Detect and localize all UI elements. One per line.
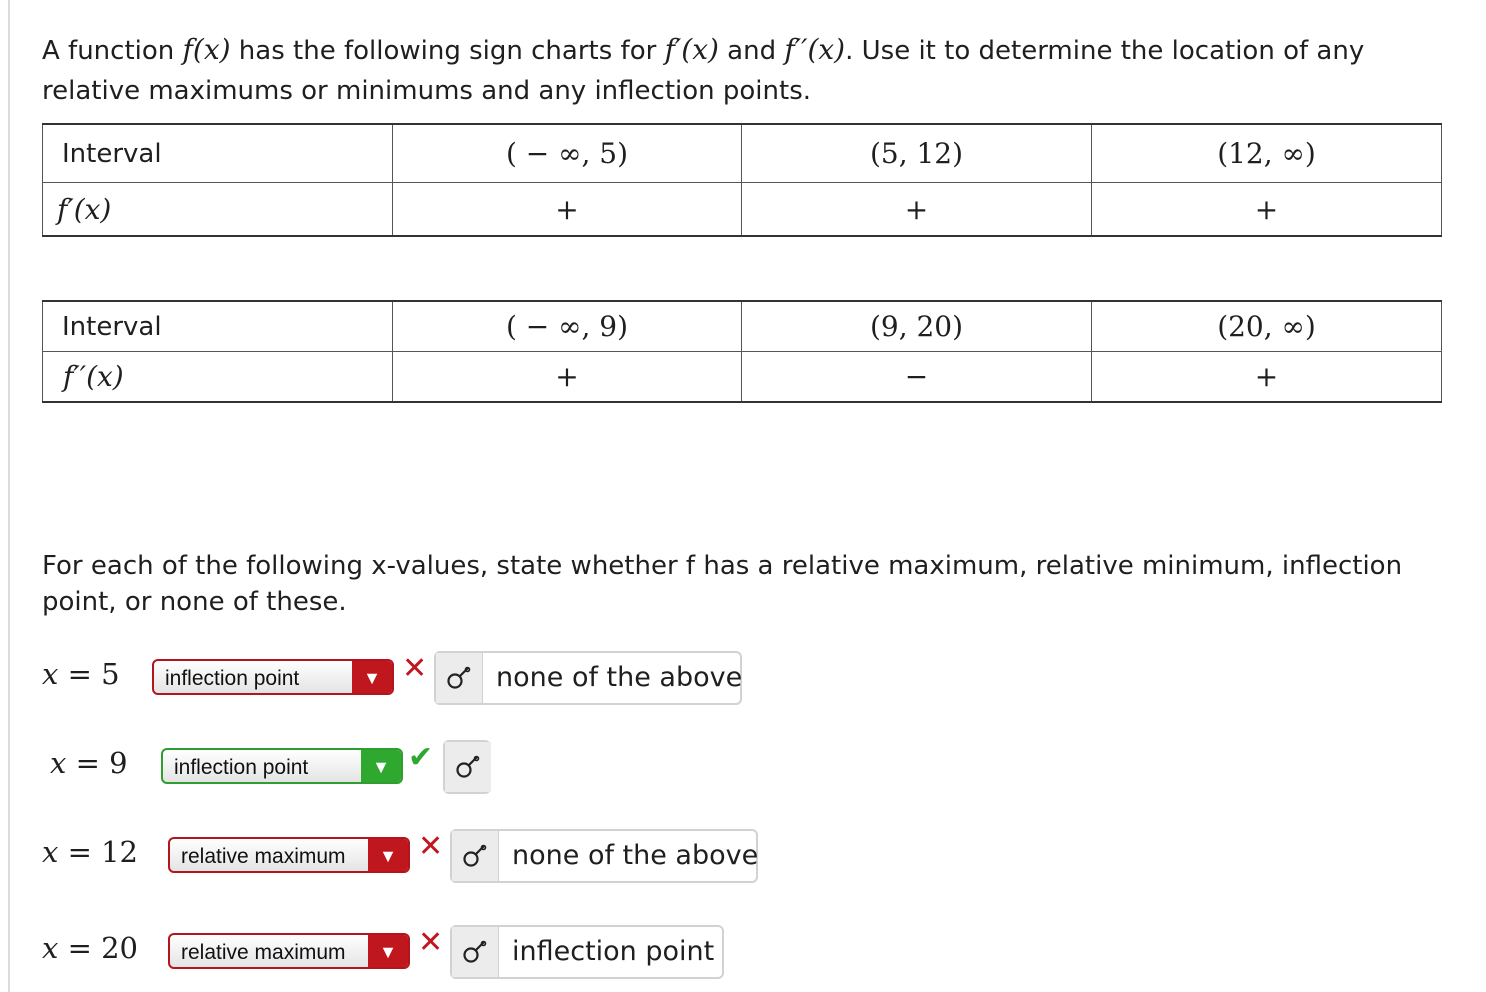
correct-answer-text: none of the above: [496, 662, 743, 693]
interval-cell: (9, 20): [742, 301, 1092, 352]
x-value-label: x = 12: [42, 835, 139, 869]
prompt-text-1: A function: [42, 36, 183, 66]
dropdown-selected-value: inflection point: [174, 756, 309, 779]
instructions: For each of the following x-values, state whether f has a relative maximum, relative minimum, inflection point, or none of these.: [42, 551, 1403, 617]
answer-key-box: [450, 925, 724, 979]
incorrect-icon: ✕: [418, 829, 444, 864]
chevron-down-icon[interactable]: ▼: [368, 839, 408, 871]
prompt-text-4: . Use it to determine the location of any relative maximums or minimums and any inflection points.: [42, 36, 1365, 106]
question-row-x20: [42, 925, 762, 981]
question-row-x12: [42, 829, 762, 885]
chevron-down-icon[interactable]: ▼: [352, 661, 392, 693]
interval-cell: (5, 12): [742, 124, 1092, 183]
key-icon[interactable]: [452, 927, 499, 977]
key-icon[interactable]: [452, 831, 499, 881]
second-derivative-sign-chart: [42, 300, 1442, 403]
question-row-x9: [50, 740, 510, 796]
interval-cell: (20, ∞): [1092, 301, 1442, 352]
x-value-label: x = 5: [42, 657, 120, 691]
x-value-label: x = 9: [50, 746, 128, 780]
answer-key-box: [434, 651, 742, 705]
key-icon[interactable]: [436, 653, 483, 703]
prompt-first-derivative: f′(x): [664, 33, 719, 66]
first-derivative-label: f′(x): [43, 183, 393, 237]
answer-key-box: [450, 829, 758, 883]
incorrect-icon: ✕: [402, 651, 428, 686]
dropdown-selected-value: relative maximum: [181, 845, 346, 868]
sign-cell: +: [393, 183, 742, 237]
sign-cell: −: [742, 352, 1092, 403]
table-row: [43, 301, 1442, 352]
sign-cell: +: [393, 352, 742, 403]
interval-cell: ( − ∞, 5): [393, 124, 742, 183]
interval-cell: (12, ∞): [1092, 124, 1442, 183]
answer-dropdown[interactable]: [168, 933, 410, 969]
first-derivative-sign-chart: [42, 123, 1442, 237]
interval-header: Interval: [43, 124, 393, 183]
correct-check-icon: ✔: [408, 740, 434, 775]
table-row: [43, 124, 1442, 183]
prompt-text-2: has the following sign charts for: [230, 36, 665, 66]
answer-dropdown[interactable]: [152, 659, 394, 695]
prompt-text-3: and: [718, 36, 785, 66]
sign-cell: +: [1092, 183, 1442, 237]
interval-cell: ( − ∞, 9): [393, 301, 742, 352]
chevron-down-icon[interactable]: ▼: [361, 750, 401, 782]
x-value-label: x = 20: [42, 931, 139, 965]
interval-header: Interval: [43, 301, 393, 352]
question-prompt: [42, 30, 1442, 111]
answer-key-box: [443, 740, 491, 794]
correct-answer-text: inflection point: [512, 936, 715, 967]
dropdown-selected-value: inflection point: [165, 667, 300, 690]
key-icon[interactable]: [445, 742, 491, 792]
sign-cell: +: [1092, 352, 1442, 403]
prompt-second-derivative: f′′(x): [784, 33, 846, 66]
question-row-x5: [42, 651, 762, 707]
left-border: [8, 0, 10, 992]
dropdown-selected-value: relative maximum: [181, 941, 346, 964]
second-derivative-label: f′′(x): [43, 352, 393, 403]
answer-dropdown[interactable]: [168, 837, 410, 873]
sign-cell: +: [742, 183, 1092, 237]
prompt-function: f(x): [182, 33, 231, 66]
incorrect-icon: ✕: [418, 925, 444, 960]
table-row: [43, 183, 1442, 237]
chevron-down-icon[interactable]: ▼: [368, 935, 408, 967]
table-row: [43, 352, 1442, 403]
answer-dropdown[interactable]: [161, 748, 403, 784]
correct-answer-text: none of the above: [512, 840, 759, 871]
